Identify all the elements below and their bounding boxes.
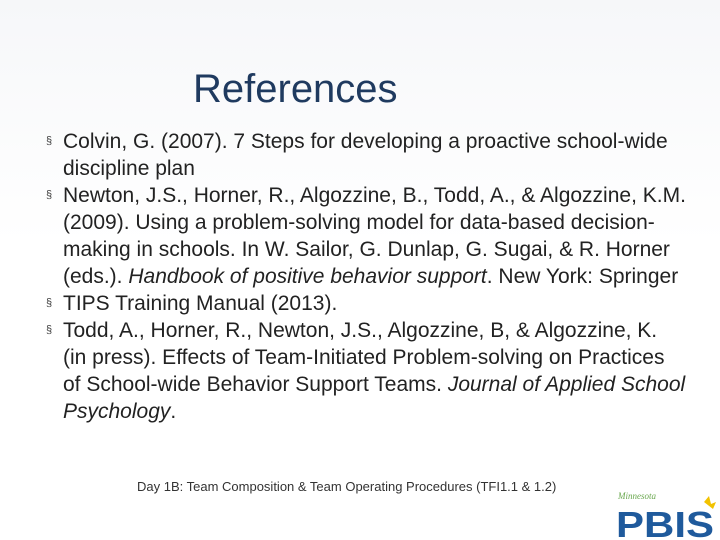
reference-text xyxy=(63,290,686,317)
reference-text xyxy=(63,128,686,182)
slide-footer: Day 1B: Team Composition & Team Operating Procedures (TFI1.1 & 1.2) xyxy=(137,479,557,494)
logo-text: PBIS xyxy=(616,504,714,540)
reference-item xyxy=(46,317,686,425)
reference-segment: Newton, J.S., Horner, R., Algozzine, B., Todd, A., & Algozzine, K.M. (2009). Using a problem-solving model for data-based decision-making in schools. In W. Sailor, G. Dunlap, G. Sugai, & R. Horner (eds.). xyxy=(63,184,686,288)
reference-item xyxy=(46,128,686,182)
reference-segment: . New York: Springer xyxy=(486,265,679,288)
slide-title: References xyxy=(193,66,398,111)
bullet-icon: § xyxy=(46,297,53,309)
bullet-icon: § xyxy=(46,189,53,201)
reference-italic-text: Journal of Applied School Psychology xyxy=(63,373,686,423)
bullet-icon: § xyxy=(46,324,53,336)
minnesota-pbis-logo xyxy=(612,490,718,540)
reference-item xyxy=(46,290,686,317)
reference-list xyxy=(46,128,686,425)
reference-text xyxy=(63,182,686,290)
bullet-icon: § xyxy=(46,135,53,147)
logo-script-text: Minnesota xyxy=(618,491,656,501)
reference-segment: Colvin, G. (2007). 7 Steps for developing a proactive school-wide discipline plan xyxy=(63,130,668,180)
reference-segment: TIPS Training Manual (2013). xyxy=(63,292,338,315)
reference-segment: . xyxy=(170,400,177,423)
reference-item xyxy=(46,182,686,290)
reference-text xyxy=(63,317,686,425)
reference-italic-text: Handbook of positive behavior support xyxy=(128,265,487,288)
reference-segment: Todd, A., Horner, R., Newton, J.S., Algozzine, B, & Algozzine, K. (in press). Effects of Team-Initiated Problem-solving on Practices of School-wide Behavior Support Teams. xyxy=(63,319,665,396)
